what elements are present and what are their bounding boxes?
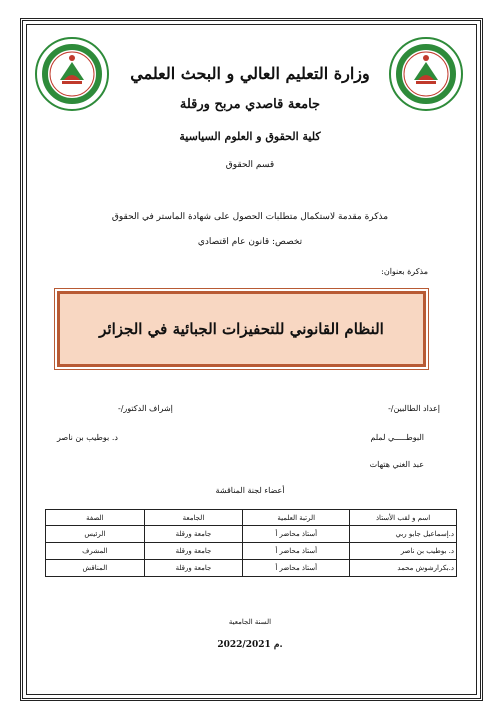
ministry-heading: وزارة التعليم العالي و البحث العلمي xyxy=(130,64,370,83)
jury-member-university: جامعة ورقلة xyxy=(144,560,243,577)
thesis-title-box xyxy=(57,291,426,367)
department-heading: قسم الحقوق xyxy=(225,160,275,170)
jury-member-university: جامعة ورقلة xyxy=(144,526,243,543)
jury-label: أعضاء لجنة المناقشة xyxy=(215,486,285,495)
specialty: تخصص: قانون عام اقتصادي xyxy=(197,237,303,247)
faculty-heading: كلية الحقوق و العلوم السياسية xyxy=(179,130,321,143)
student-name: البوطـــــي لملم xyxy=(370,433,424,442)
table-header-row xyxy=(46,510,457,526)
jury-member-name: د.إسماعيل جابو ربي xyxy=(350,526,457,543)
student-name: عبد الغني هتهات xyxy=(369,460,424,469)
column-header: اسم و لقب الأستاذ xyxy=(350,510,457,526)
jury-member-name: د. بوطيب بن ناصر xyxy=(350,543,457,560)
university-logo-left xyxy=(34,36,110,112)
memo-purpose: مذكرة مقدمة لاستكمال متطلبات الحصول على شهادة الماستر في الحقوق xyxy=(111,212,389,222)
titled-by-label: مذكرة بعنوان: xyxy=(381,267,428,276)
jury-member-name: د.بكرارشوش محمد xyxy=(350,560,457,577)
jury-member-role: الرئيس xyxy=(46,526,145,543)
supervisor-name: د. بوطيب بن ناصر xyxy=(57,433,118,442)
supervision-label: إشراف الدكتور/- xyxy=(118,404,173,413)
thesis-title: النظام القانوني للتحفيزات الجبائية في الجزائر xyxy=(99,320,384,338)
table-row xyxy=(46,560,457,577)
jury-member-rank: أستاذ محاضر أ xyxy=(243,543,350,560)
university-heading: جامعة قاصدي مربح ورقلة xyxy=(179,97,321,112)
jury-member-rank: أستاذ محاضر أ xyxy=(243,526,350,543)
jury-table xyxy=(45,509,457,577)
jury-member-rank: أستاذ محاضر أ xyxy=(243,560,350,577)
prepared-by-label: إعداد الطالبين/- xyxy=(388,404,440,413)
jury-member-role: المشرف xyxy=(46,543,145,560)
academic-year-label: السنة الجامعية xyxy=(228,618,272,626)
jury-member-role: المناقش xyxy=(46,560,145,577)
jury-member-university: جامعة ورقلة xyxy=(144,543,243,560)
table-row xyxy=(46,526,457,543)
academic-year: 2022/2021 م. xyxy=(217,640,283,650)
column-header: الرتبة العلمية xyxy=(243,510,350,526)
table-row xyxy=(46,543,457,560)
column-header: الصفة xyxy=(46,510,145,526)
column-header: الجامعة xyxy=(144,510,243,526)
university-logo-right xyxy=(388,36,464,112)
